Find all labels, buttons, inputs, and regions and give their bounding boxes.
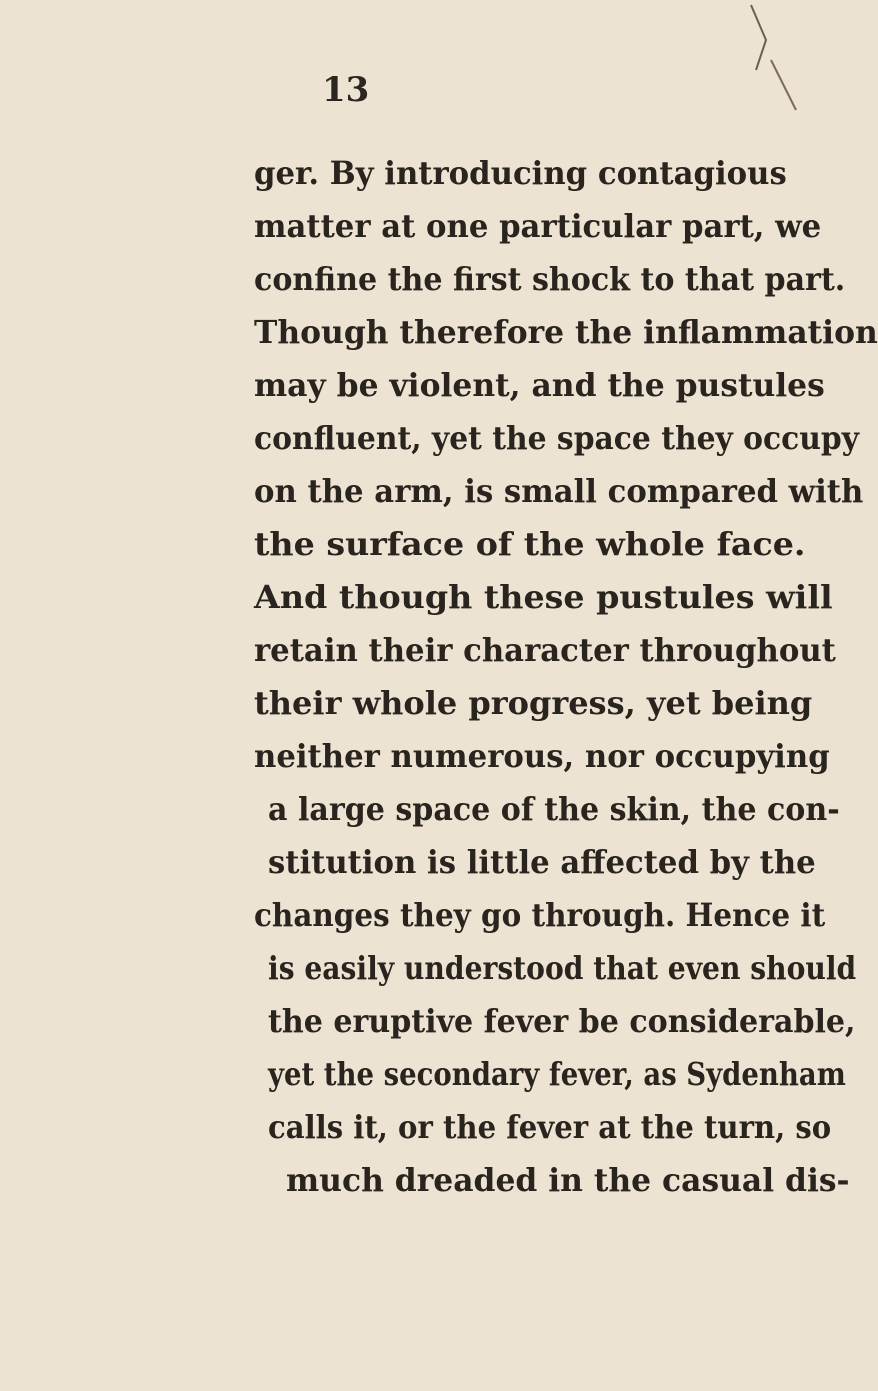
text-line: Though therefore the inflammation [254,313,878,351]
text-line: much dreaded in the casual dis- [286,1161,850,1199]
text-line: stitution is little affected by the [268,843,816,881]
page-edge-scratch [741,0,801,120]
text-line: calls it, or the fever at the turn, so [268,1108,832,1146]
text-line: matter at one particular part, we [254,207,822,245]
text-line: the surface of the whole face. [254,525,806,563]
text-line: And though these pustules will [254,578,833,616]
text-line: the eruptive fever be considerable, [268,1002,856,1040]
text-line: a large space of the skin, the con- [268,790,840,828]
text-line: may be violent, and the pustules [254,366,825,404]
text-line: on the arm, is small compared with [254,472,864,510]
text-line: neither numerous, nor occupying [254,737,830,775]
page-number: 13 [322,70,370,110]
text-line: retain their character throughout [254,631,836,669]
text-line: ger. By introducing contagious [254,154,787,192]
text-line: changes they go through. Hence it [254,896,826,934]
text-line: yet the secondary fever, as Sydenham [268,1055,846,1093]
text-line: their whole progress, yet being [254,684,813,722]
text-line: confluent, yet the space they occupy [254,419,859,457]
text-line: confine the first shock to that part. [254,260,846,298]
text-line: is easily understood that even should [268,949,857,987]
